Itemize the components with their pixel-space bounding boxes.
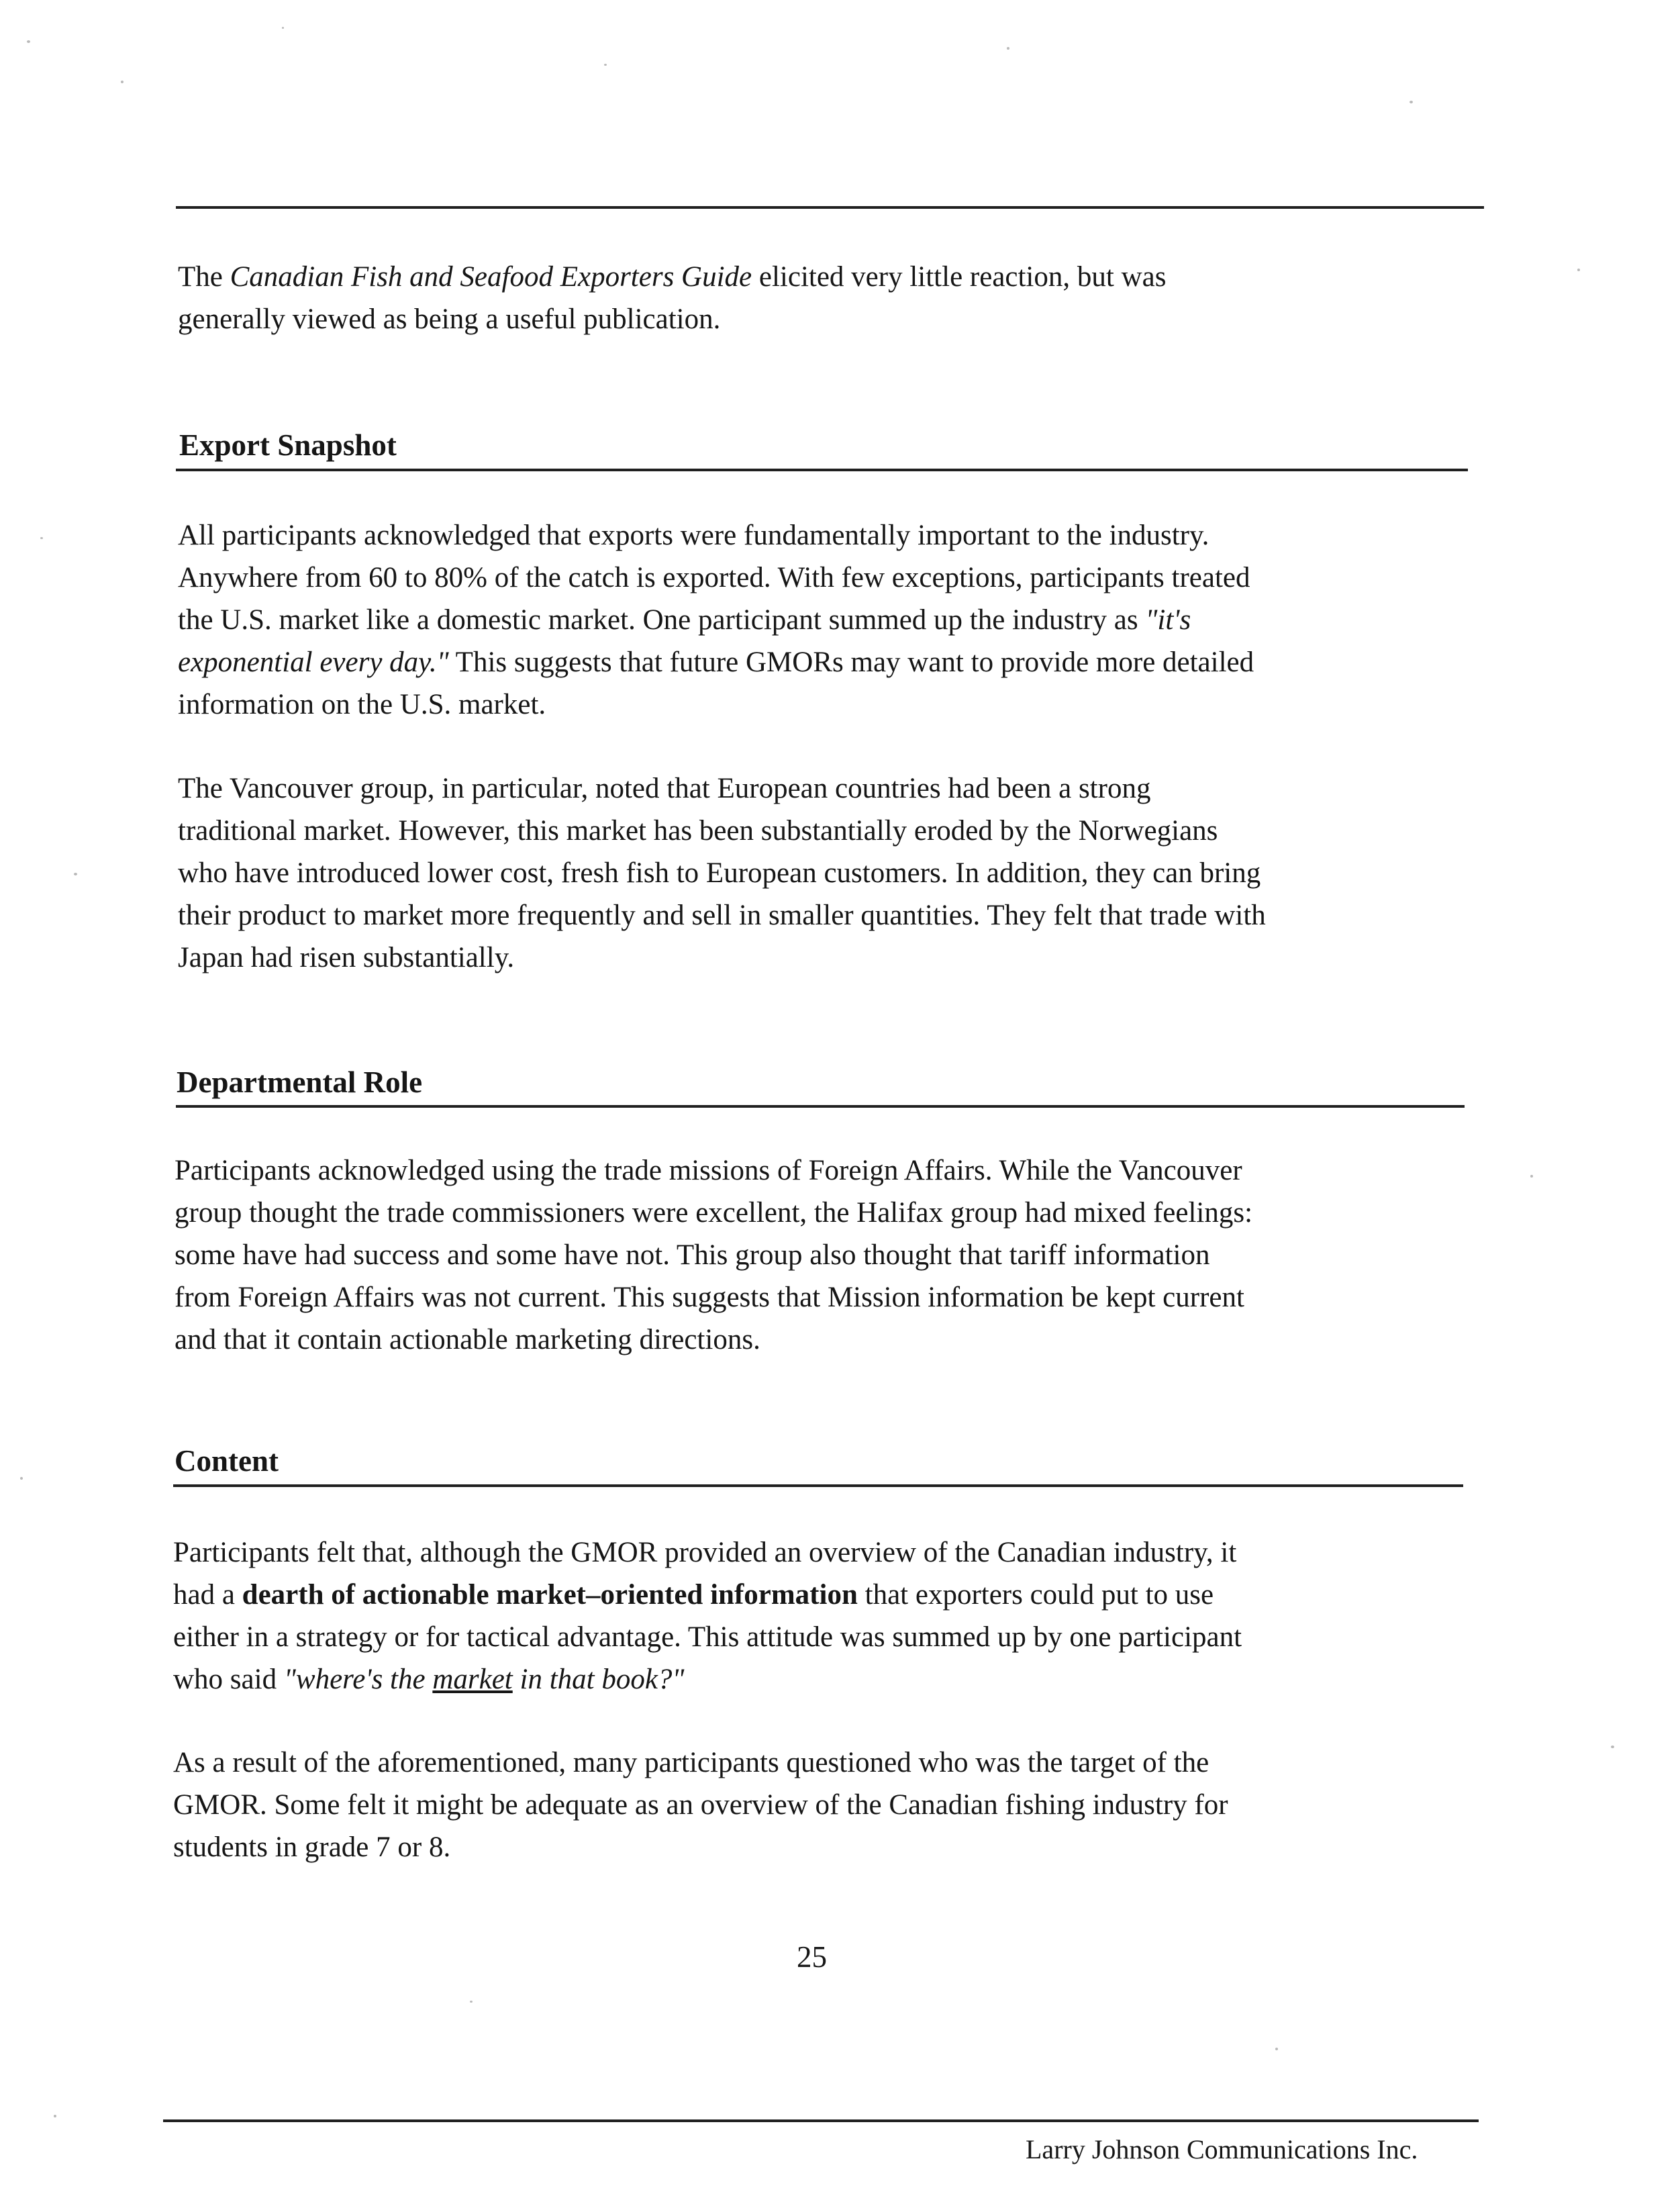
section-heading-content: Content xyxy=(175,1444,279,1478)
section-heading-export-snapshot: Export Snapshot xyxy=(179,428,397,462)
text-line: students in grade 7 or 8. xyxy=(173,1831,451,1863)
text-line: and that it contain actionable marketing directions. xyxy=(175,1324,760,1355)
quote: "it's xyxy=(1145,604,1191,636)
section-rule xyxy=(176,1105,1465,1108)
text-line: information on the U.S. market. xyxy=(178,689,546,720)
text-line xyxy=(178,641,1254,683)
content-paragraph-1 xyxy=(173,1531,1242,1701)
text-span: This suggests that future GMORs may want to provide more detailed xyxy=(448,647,1254,678)
text-line: Participants acknowledged using the trade missions of Foreign Affairs. While the Vancouver xyxy=(175,1155,1242,1186)
text-line: The Vancouver group, in particular, noted that European countries had been a strong xyxy=(178,773,1151,804)
departmental-role-paragraph xyxy=(175,1149,1252,1361)
text-line: from Foreign Affairs was not current. This suggests that Mission information be kept current xyxy=(175,1282,1244,1313)
text-line: All participants acknowledged that exports were fundamentally important to the industry. xyxy=(178,520,1209,551)
text-line: Anywhere from 60 to 80% of the catch is exported. With few exceptions, participants treated xyxy=(178,562,1250,593)
intro-text: elicited very little reaction, but was xyxy=(752,261,1167,293)
text-line xyxy=(178,599,1254,641)
quote-part: "where's the xyxy=(283,1664,433,1695)
section-heading-departmental-role: Departmental Role xyxy=(177,1065,423,1099)
intro-text: The xyxy=(178,261,230,293)
footer-rule xyxy=(163,2119,1479,2122)
content-paragraph-2 xyxy=(173,1741,1228,1868)
export-snapshot-paragraph-2 xyxy=(178,767,1266,979)
section-rule xyxy=(173,1484,1463,1487)
intro-paragraph xyxy=(178,256,1166,340)
text-line: who have introduced lower cost, fresh fish to European customers. In addition, they can bring xyxy=(178,857,1261,889)
text-line xyxy=(173,1574,1242,1616)
quote-part: in that book?" xyxy=(512,1664,685,1695)
text-span: that exporters could put to use xyxy=(857,1579,1214,1611)
text-line: GMOR. Some felt it might be adequate as an overview of the Canadian fishing industry for xyxy=(173,1789,1228,1821)
text-line: their product to market more frequently and sell in smaller quantities. They felt that trade with xyxy=(178,900,1266,931)
header-rule xyxy=(176,206,1484,209)
quote: exponential every day." xyxy=(178,647,449,678)
guide-title: Canadian Fish and Seafood Exporters Guide xyxy=(230,261,752,293)
text-line: some have had success and some have not. This group also thought that tariff information xyxy=(175,1239,1210,1271)
text-span: who said xyxy=(173,1664,284,1695)
text-line: Japan had risen substantially. xyxy=(178,942,515,973)
export-snapshot-paragraph-1 xyxy=(178,514,1254,726)
text-line xyxy=(173,1658,1242,1701)
text-line: Participants felt that, although the GMOR provided an overview of the Canadian industry, it xyxy=(173,1537,1237,1568)
text-line: group thought the trade commissioners were excellent, the Halifax group had mixed feelings: xyxy=(175,1197,1253,1229)
emphasis-bold: dearth of actionable market–oriented information xyxy=(242,1579,858,1611)
text-line: traditional market. However, this market has been substantially eroded by the Norwegians xyxy=(178,815,1218,847)
footer-company: Larry Johnson Communications Inc. xyxy=(1026,2134,1418,2164)
text-line: either in a strategy or for tactical advantage. This attitude was summed up by one participant xyxy=(173,1621,1242,1653)
intro-line-2: generally viewed as being a useful publication. xyxy=(178,303,721,335)
quote-underlined-word: market xyxy=(432,1664,513,1695)
text-span: the U.S. market like a domestic market. One participant summed up the industry as xyxy=(178,604,1146,636)
intro-line-1 xyxy=(178,256,1166,298)
section-rule xyxy=(176,469,1468,471)
page-number: 25 xyxy=(797,1940,827,1974)
text-span: had a xyxy=(173,1579,242,1611)
quote xyxy=(284,1664,685,1695)
text-line: As a result of the aforementioned, many participants questioned who was the target of the xyxy=(173,1747,1209,1778)
